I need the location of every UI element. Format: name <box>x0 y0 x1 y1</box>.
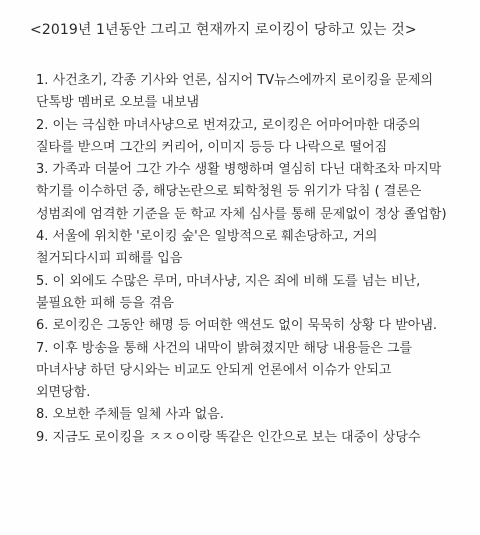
list-item-8 <box>36 404 476 426</box>
list-item-9 <box>36 427 476 449</box>
item-line: 4. 서울에 위치한 '로이킹 숲'은 일방적으로 훼손당하고, 거의 <box>36 229 378 245</box>
item-line: 1. 사건초기, 각종 기사와 언론, 심지어 TV뉴스에까지 로이킹을 문제의 <box>36 73 434 88</box>
list-item-1 <box>36 70 476 115</box>
list-item-6 <box>36 315 476 337</box>
item-line: 7. 이후 방송을 통해 사건의 내막이 밝혀졌지만 해당 내용들은 그를 <box>36 340 413 356</box>
item-line: 8. 오보한 주체들 일체 사과 없음. <box>36 407 224 423</box>
item-line: 불필요한 피해 등을 겪음 <box>36 295 174 311</box>
list-item-3 <box>36 159 476 226</box>
item-line: 외면당함. <box>36 385 91 401</box>
item-list <box>36 70 476 449</box>
item-line: 2. 이는 극심한 마녀사냥으로 번져갔고, 로이킹은 어마어마한 대중의 <box>36 117 421 133</box>
item-line: 단톡방 멤버로 오보를 내보냄 <box>36 95 200 111</box>
list-item-2 <box>36 115 476 160</box>
item-line: 성범죄에 엄격한 기준을 둔 학교 자체 심사를 통해 문제없이 정상 졸업함) <box>36 206 447 222</box>
list-item-4 <box>36 226 476 271</box>
item-line: 6. 로이킹은 그동안 해명 등 어떠한 액션도 없이 묵묵히 상황 다 받아냄. <box>36 318 438 334</box>
item-line: 3. 가족과 더불어 그간 가수 생활 병행하며 열심히 다닌 대학조차 마지막 <box>36 162 442 178</box>
item-line: 5. 이 외에도 수많은 루머, 마녀사냥, 지은 죄에 비해 도를 넘는 비난, <box>36 273 421 289</box>
item-line: 철거되다시피 피해를 입음 <box>36 251 183 267</box>
item-line: 질타를 받으며 그간의 커리어, 이미지 등등 다 나락으로 떨어짐 <box>36 139 388 155</box>
document-title: <2019년 1년동안 그리고 현재까지 로이킹이 당하고 있는 것> <box>30 22 417 38</box>
item-line: 학기를 이수하던 중, 해당논란으로 퇴학청원 등 위기가 닥침 ( 결론은 <box>36 184 422 200</box>
list-item-5 <box>36 271 476 316</box>
item-line: 마녀사냥 하던 당시와는 비교도 안되게 언론에서 이슈가 안되고 <box>36 362 392 378</box>
item-line: 9. 지금도 로이킹을 ㅈㅈㅇ이랑 똑같은 인간으로 보는 대중이 상당수 <box>36 429 421 445</box>
list-item-7 <box>36 338 476 405</box>
